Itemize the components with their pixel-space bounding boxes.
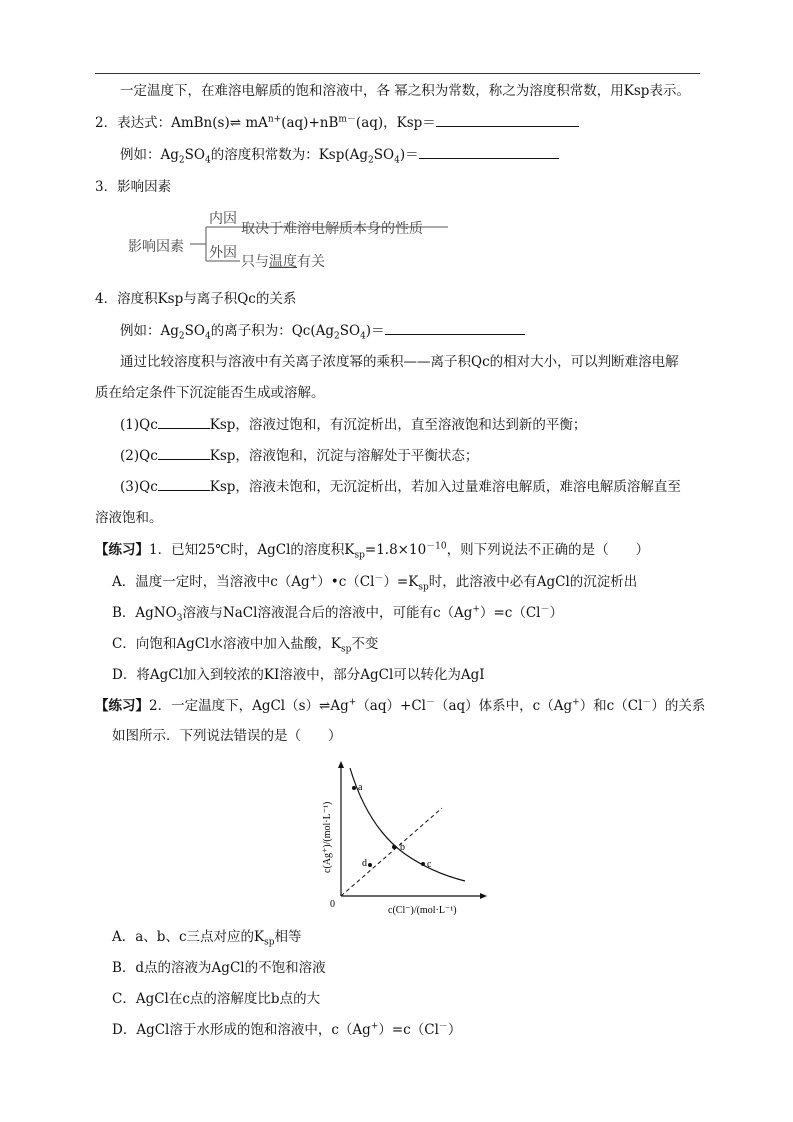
answer-blank[interactable] <box>158 416 210 429</box>
example-qc: 例如：$Ag_2SO_4$的离子积为：$Qc(Ag_2SO_4)=$ <box>120 322 525 340</box>
exercise-2-stem-line2: 如图所示．下列说法错误的是（ ） <box>112 728 342 744</box>
inner-factor-label: 内因 <box>209 211 237 227</box>
x-axis-label: c(Cl⁻)/(mol·L⁻¹) <box>388 905 457 916</box>
answer-blank[interactable] <box>158 478 210 491</box>
item-2-expression: 2．表达式：AmBn(s)⇌ $mA^{n+}(aq)+nB^{m-}(aq)$，Ksp＝ <box>95 114 579 132</box>
saturation-curve <box>350 768 465 881</box>
exercise-2-stem: 【练习】2．一定温度下，AgCl（s）⇌Ag+（aq）+Cl－（aq）体系中，c（Ag+）和c（Cl－）的关系 <box>95 697 706 714</box>
condition-3: (3)Qc Ksp，溶液未饱和，无沉淀析出，若加入过量难溶电解质，难溶电解质溶解直至 <box>120 479 681 495</box>
exercise-2-option-d[interactable]: D．AgCl溶于水形成的饱和溶液中，c（Ag+）=c（Cl－） <box>112 1021 462 1038</box>
point-d <box>368 863 372 867</box>
condition-2: (2)Qc Ksp，溶液饱和，沉淀与溶解处于平衡状态； <box>120 448 479 464</box>
exercise-1-option-a[interactable]: A．温度一定时，当溶液中$c(Ag^+)•c(Cl^-)=K_{sp}$时，此溶液中必有AgCl的沉淀析出 <box>112 573 638 593</box>
intro-paragraph: 一定温度下，在难溶电解质的饱和溶液中，各 幂之积为常数，称之为溶度积常数，用Ksp表示。 <box>120 83 690 99</box>
y-axis-arrow <box>338 761 344 768</box>
ksp-curve-figure <box>310 758 490 918</box>
qc-paragraph-line2: 质在给定条件下沉淀能否生成或溶解。 <box>95 385 325 401</box>
factors-root: 影响因素 <box>128 239 184 255</box>
exercise-1-option-c[interactable]: C．向饱和AgCl水溶液中加入盐酸，$K_{sp}$不变 <box>112 636 379 655</box>
point-c <box>421 862 425 866</box>
origin-label: 0 <box>330 899 335 910</box>
answer-blank[interactable] <box>419 146 559 159</box>
item-4-title: 4．溶度积Ksp与离子积Qc的关系 <box>95 291 297 307</box>
answer-blank[interactable] <box>385 322 525 335</box>
y-axis-label: c(Ag⁺)/(mol·L⁻¹) <box>322 801 333 873</box>
qc-paragraph-line1: 通过比较溶度积与溶液中有关离子浓度幂的乘积——离子积Qc的相对大小，可以判断难溶电解 <box>120 354 679 370</box>
point-d-label: d <box>362 858 367 869</box>
outer-factor-text: 只与温度有关 <box>241 254 325 270</box>
condition-3-cont: 溶液饱和。 <box>95 510 163 526</box>
item-3-title: 3．影响因素 <box>95 179 172 195</box>
answer-blank[interactable] <box>436 114 579 127</box>
exercise-1-stem: 【练习】1．已知25℃时，AgCl的溶度积$K_{sp}=1.8\times 10^{-10}$，则下列说法不正确的是（ ） <box>95 541 650 561</box>
exercise-1-option-d[interactable]: D．将AgCl加入到较浓的KI溶液中，部分AgCl可以转化为AgI <box>112 667 485 683</box>
point-b <box>392 845 396 849</box>
condition-1: (1)Qc Ksp，溶液过饱和，有沉淀析出，直至溶液饱和达到新的平衡； <box>120 417 587 433</box>
equal-concentration-line <box>341 808 442 896</box>
answer-blank[interactable] <box>158 447 210 460</box>
point-b-label: b <box>400 842 405 853</box>
header-rule <box>95 73 700 74</box>
exercise-2-option-c[interactable]: C．AgCl在c点的溶解度比b点的大 <box>112 991 321 1007</box>
outer-factor-label: 外因 <box>209 245 237 261</box>
point-c-label: c <box>427 859 432 870</box>
point-a-label: a <box>358 782 363 793</box>
exercise-1-option-b[interactable]: B．AgNO$_3$溶液与NaCl溶液混合后的溶液中，可能有c（Ag+）=c（Cl－） <box>112 604 563 624</box>
point-a <box>352 786 356 790</box>
inner-factor-text: 取决于难溶电解质本身的性质 <box>241 221 423 237</box>
exercise-2-option-b[interactable]: B．d点的溶液为AgCl的不饱和溶液 <box>112 960 326 976</box>
exercise-2-option-a[interactable]: A．a、b、c三点对应的$K_{sp}$相等 <box>112 929 302 948</box>
x-axis-arrow <box>480 893 487 899</box>
example-ksp: 例如：$Ag_2SO_4$的溶度积常数为：$Ksp(Ag_2SO_4)=$ <box>120 146 559 164</box>
